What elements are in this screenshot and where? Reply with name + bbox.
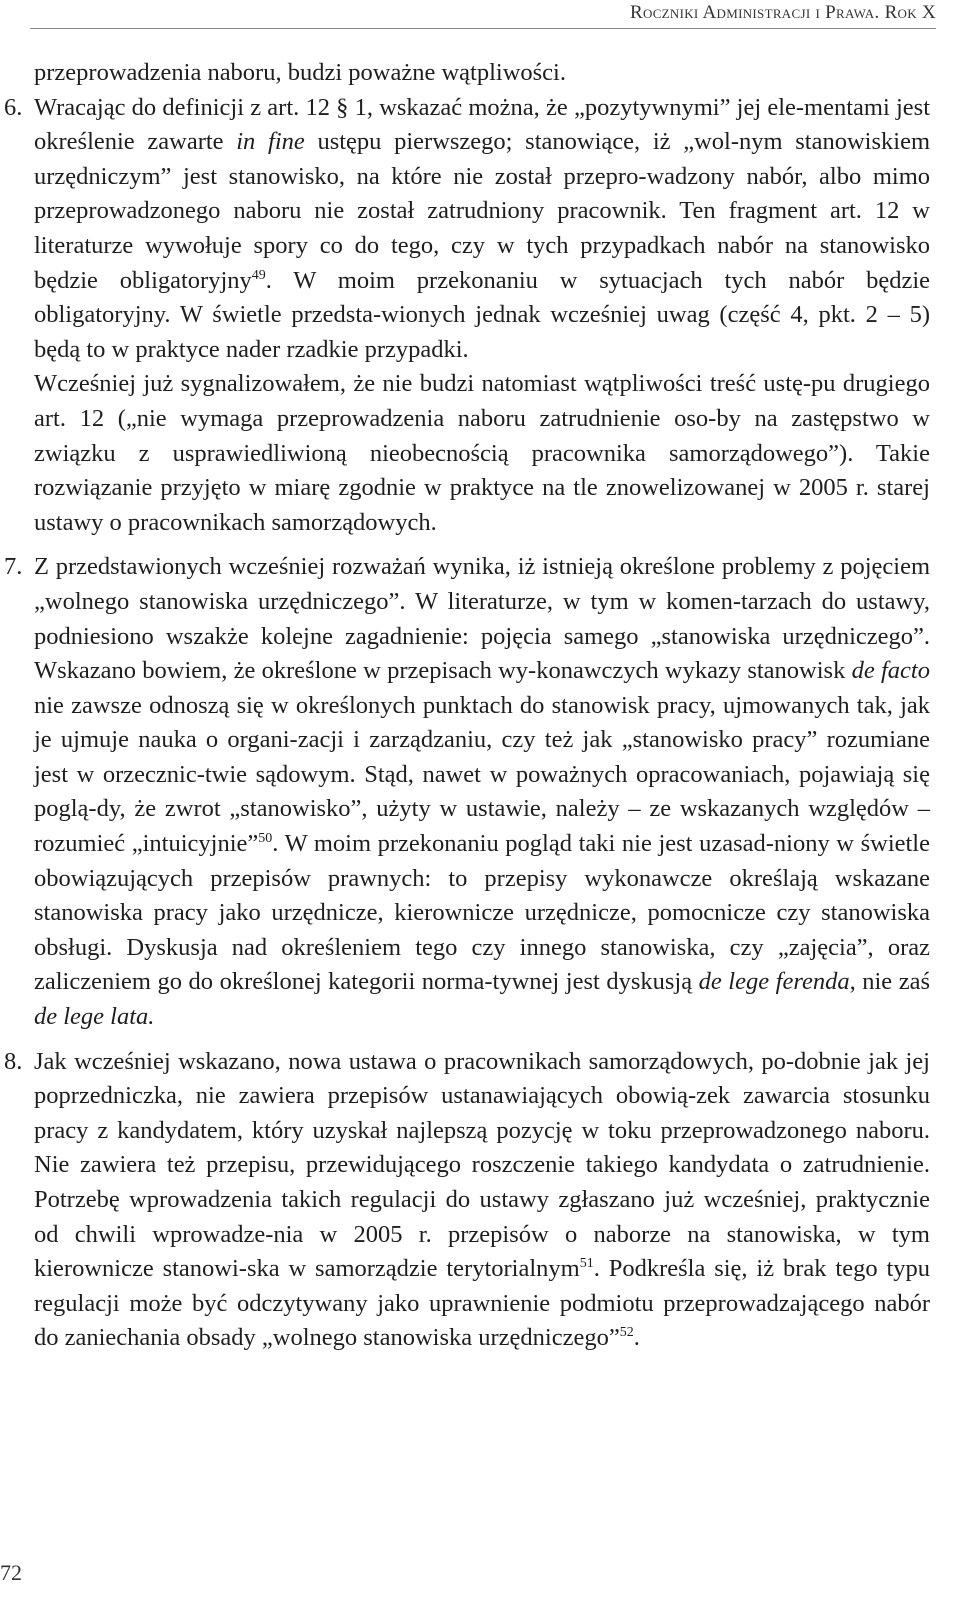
section-number-7: 7. <box>4 553 23 581</box>
italic-term: in fine <box>236 128 305 156</box>
text-fragment: Wracając do definicji z art. 12 § 1, wskazać można, że „pozytywnymi” jej ele-mentami jest określenie zawarte <box>34 93 930 156</box>
paragraph-6 <box>34 91 930 368</box>
text-fragment: przeprowadzenia naboru, budzi poważne wątpliwości. <box>34 59 566 86</box>
footnote-ref-49[interactable]: 49 <box>251 267 266 283</box>
text-fragment: Jak wcześniej wskazano, nowa ustawa o pracownikach samorządowych, po-dobnie jak jej poprzedniczka, nie zawiera przepisów ustanawiających obowią-zek zawarcia stosunku pracy z kandydatem, który uzyskał najlepszą pozycję w toku przeprowadzonego naboru. Nie zawiera też przepisu, przewidującego roszczenie takiego kandydata o zatrudnienie. Potrzebę wprowadzenia takich regulacji do ustawy zgłaszano już wcześniej, praktycznie od chwili wprowadze-nia w 2005 r. przepisów o naborze na stanowiska, w tym kierownicze stanowi-ska w samorządzie terytorialnym <box>34 1047 930 1283</box>
section-number-8: 8. <box>4 1047 23 1075</box>
footnote-ref-51[interactable]: 51 <box>579 1256 594 1272</box>
text-fragment: Z przedstawionych wcześniej rozważań wynika, iż istnieją określone problemy z pojęciem „wolnego stanowiska urzędniczego”. W literaturze, w tym w komen-tarzach do ustawy, podniesiono wszakże kolejne zagadnienie: pojęcia samego „stanowiska urzędniczego”. Wskazano bowiem, że określone w przepisach wy-konawczych wykazy stanowisk <box>34 553 930 685</box>
text-fragment: nie zawsze odnoszą się w określonych punktach do stanowisk pracy, ujmowanych tak, jak je ujmuje nauka o organi-zacji i zarządzaniu, czy też jak „stanowisko pracy” rozumiane jest w orzecznic-twie sądowym. Stąd, nawet w poważnych opracowaniach, pojawiają się poglą-dy, że zwrot „stanowisko”, użyty w ustawie, należy – ze wskazanych względów – rozumieć „intuicyjnie” <box>34 691 930 858</box>
text-fragment: . Podkreśla się, iż brak tego typu regulacji może być odczytywany jako uprawnienie podmiotu przeprowadzającego nabór do zaniechania obsady „wolnego stanowiska urzędniczego” <box>34 1255 931 1352</box>
text-fragment: ustępu pierwszego; stanowiące, iż „wol-nym stanowiskiem urzędniczym” jest stanowisko, na które nie został przepro-wadzony nabór, albo mimo przeprowadzonego naboru nie został zatrudniony pracownik. Ten fragment art. 12 w literaturze wywołuje spory co do tego, czy w tych przypadkach nabór na stanowisko będzie obligatoryjny <box>34 128 931 294</box>
paragraph-7 <box>34 550 930 1034</box>
italic-term: de facto <box>851 657 930 685</box>
text-fragment: , nie zaś <box>849 968 930 996</box>
paragraph-8 <box>34 1045 930 1356</box>
italic-term: de lege lata. <box>34 1003 155 1031</box>
text-fragment: . W moim przekonaniu w sytuacjach tych nabór będzie obligatoryjny. W świetle przedsta-wionych jednak wcześniej uwag (część 4, pkt. 2 – 5) będą to w praktyce nader rzadkie przypadki. <box>34 266 930 363</box>
page-number: 72 <box>0 1560 22 1585</box>
paragraph-continued <box>34 56 930 91</box>
section-number-6: 6. <box>4 93 23 121</box>
footnote-ref-52[interactable]: 52 <box>619 1325 634 1341</box>
section-8 <box>4 1045 931 1356</box>
page-body <box>4 50 931 1356</box>
running-header: Roczniki Administracji i Prawa. Rok X <box>630 2 936 23</box>
section-6 <box>4 91 931 541</box>
footnote-ref-50[interactable]: 50 <box>258 830 273 846</box>
header-rule <box>30 28 936 29</box>
paragraph-6-continued <box>34 367 930 540</box>
text-fragment: Wcześniej już sygnalizowałem, że nie budzi natomiast wątpliwości treść ustę-pu drugiego art. 12 („nie wymaga przeprowadzenia naboru zatrudnienie oso-by na zastępstwo w związku z usprawiedliwioną nieobecnością pracownika samorządowego”). Takie rozwiązanie przyjęto w miarę zgodnie w praktyce na tle znowelizowanej w 2005 r. starej ustawy o pracownikach samorządowych. <box>34 370 930 536</box>
italic-term: de lege ferenda <box>698 968 850 996</box>
section-7 <box>4 550 930 1034</box>
text-fragment: . W moim przekonaniu pogląd taki nie jest uzasad-niony w świetle obowiązujących przepisów prawnych: to przepisy wykonawcze określają wskazane stanowiska pracy jako urzędnicze, kierownicze urzędnicze, pomocnicze czy stanowiska obsługi. Dyskusja nad określeniem tego czy innego stanowiska, czy „zajęcia”, oraz zaliczeniem go do określonej kategorii norma-tywnej jest dyskusją <box>34 830 930 996</box>
text-fragment: . <box>633 1324 640 1352</box>
